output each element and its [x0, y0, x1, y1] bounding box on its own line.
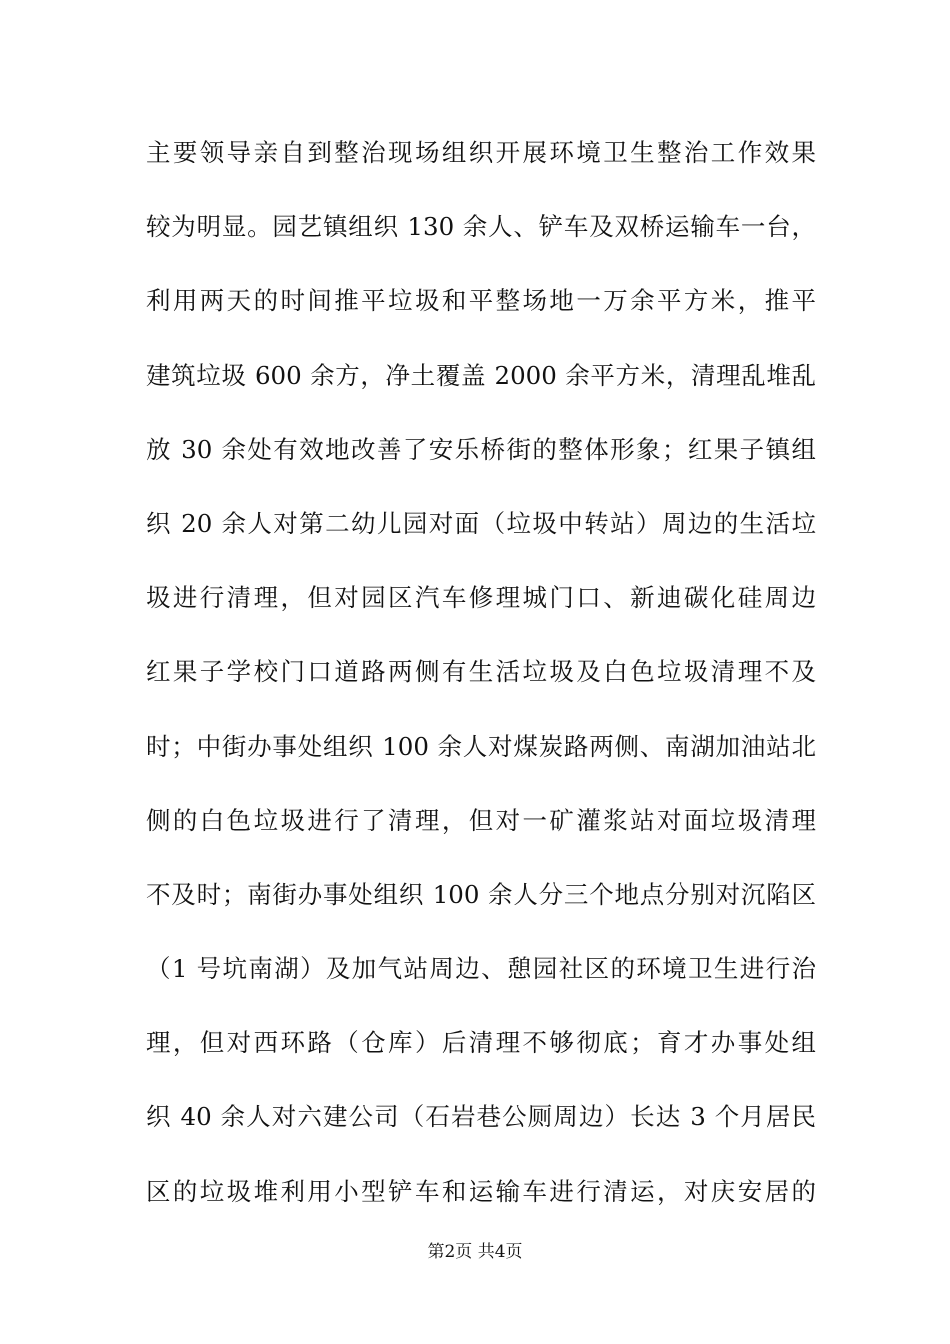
- text-line: 理，但对西环路（仓库）后清理不够彻底；育才办事处组: [146, 1028, 816, 1058]
- text-line: 较为明显。园艺镇组织 130 余人、铲车及双桥运输车一台，: [146, 212, 816, 242]
- page-number-footer: 第2页 共4页: [427, 1242, 523, 1262]
- text-line: 侧的白色垃圾进行了清理，但对一矿灌浆站对面垃圾清理: [146, 805, 816, 835]
- text-line: 利用两天的时间推平垃圾和平整场地一万余平方米，推平: [146, 286, 816, 316]
- text-line: 织 40 余人对六建公司（石岩巷公厕周边）长达 3 个月居民: [146, 1102, 816, 1132]
- text-line: （1 号坑南湖）及加气站周边、憩园社区的环境卫生进行治: [146, 954, 816, 984]
- text-line: 织 20 余人对第二幼儿园对面（垃圾中转站）周边的生活垃: [146, 508, 816, 538]
- text-line: 建筑垃圾 600 余方，净土覆盖 2000 余平方米，清理乱堆乱: [146, 360, 816, 390]
- text-line: 区的垃圾堆利用小型铲车和运输车进行清运，对庆安居的: [146, 1176, 816, 1206]
- text-line: 红果子学校门口道路两侧有生活垃圾及白色垃圾清理不及: [146, 657, 816, 687]
- body-paragraph: [146, 131, 816, 1244]
- text-line: 时；中街办事处组织 100 余人对煤炭路两侧、南湖加油站北: [146, 731, 816, 761]
- text-line: 主要领导亲自到整治现场组织开展环境卫生整治工作效果: [146, 138, 816, 167]
- text-line: 圾进行清理，但对园区汽车修理城门口、新迪碳化硅周边: [146, 583, 816, 613]
- text-line: 放 30 余处有效地改善了安乐桥街的整体形象；红果子镇组: [146, 434, 816, 464]
- text-line: 不及时；南街办事处组织 100 余人分三个地点分别对沉陷区: [146, 879, 816, 909]
